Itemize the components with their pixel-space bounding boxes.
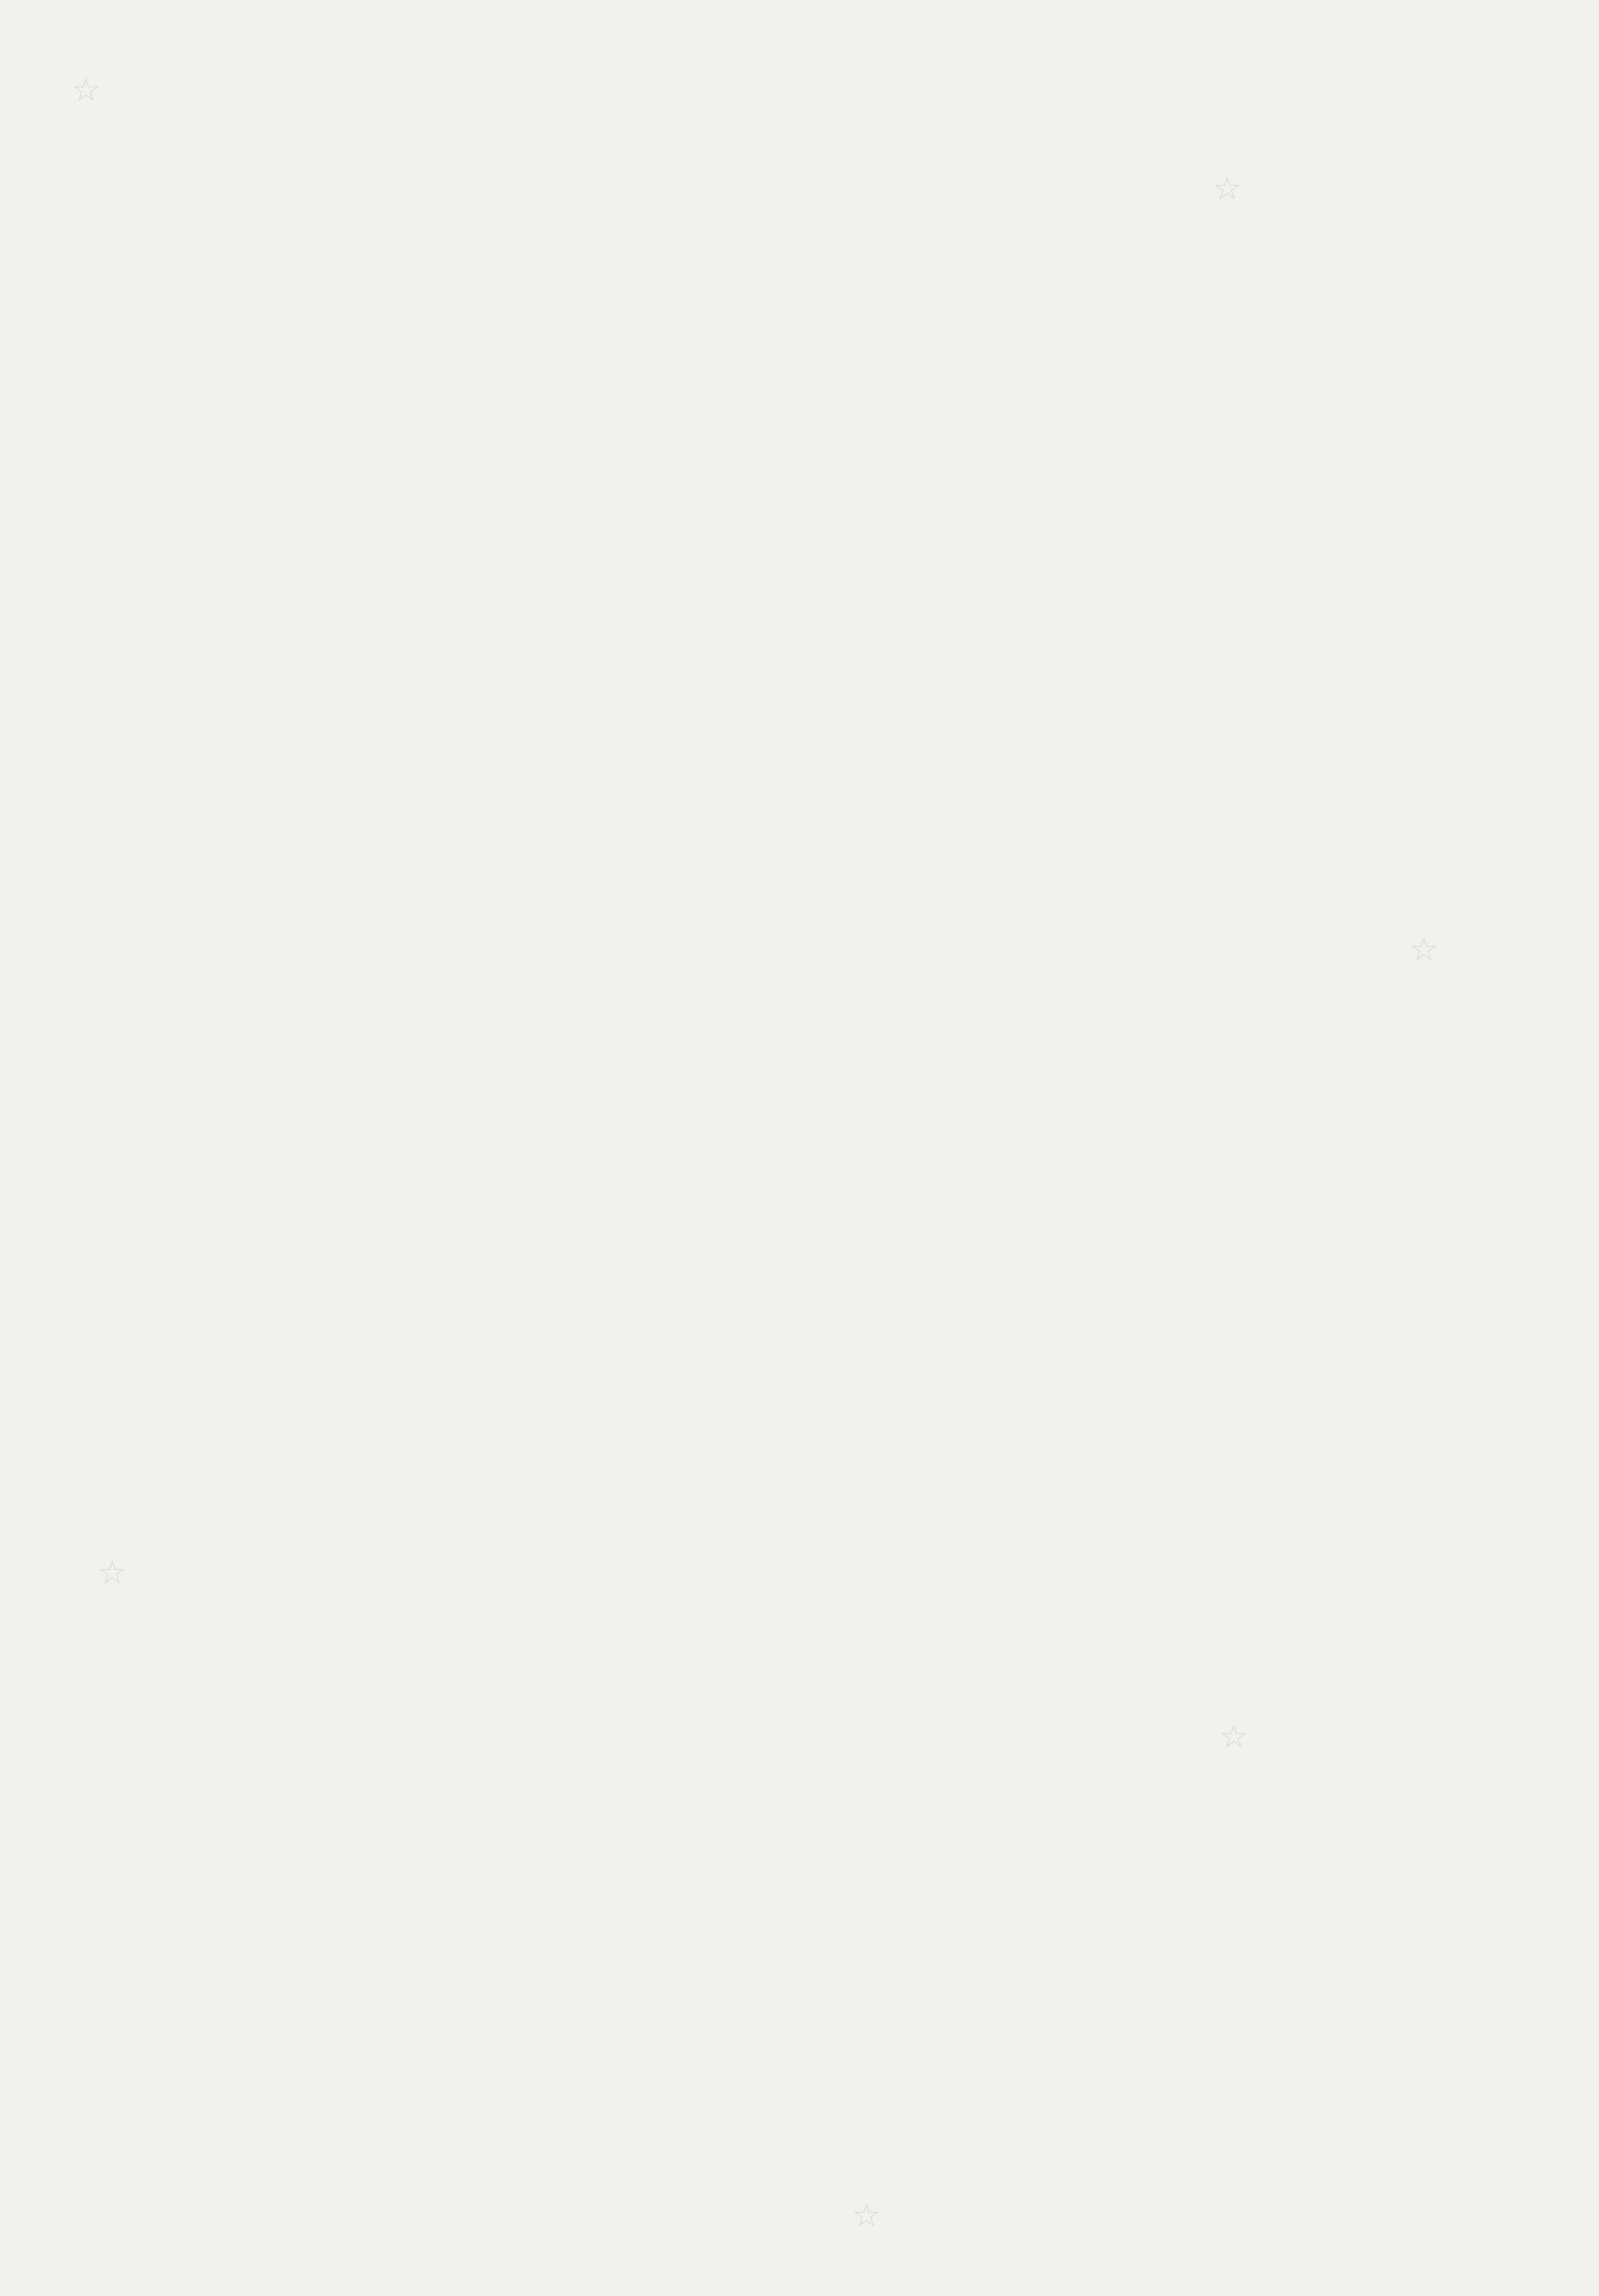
watermark-star-icon: ☆ [72, 59, 100, 113]
watermark-star-icon: ☆ [1220, 1706, 1248, 1759]
watermark-star-icon: ☆ [1410, 918, 1438, 972]
watermark-star-icon: ☆ [98, 1542, 127, 1595]
watermark-star-icon: ☆ [853, 2184, 881, 2238]
watermark-star-icon: ☆ [1213, 157, 1242, 211]
